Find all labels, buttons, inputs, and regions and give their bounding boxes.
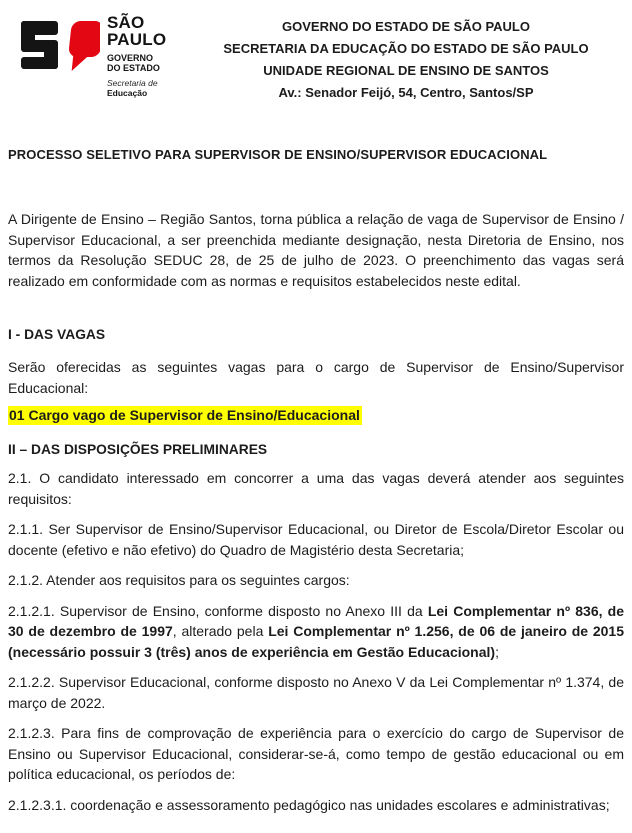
section-heading-disposicoes-preliminares: II – DAS DISPOSIÇÕES PRELIMINARES [8, 442, 268, 457]
highlighted-vacancy-line [8, 405, 624, 426]
text-run: , alterado pela [172, 623, 269, 639]
header-line-secretaria: SECRETARIA DA EDUCAÇÃO DO ESTADO DE SÃO PAULO [223, 41, 589, 56]
logo-text-do-estado: DO ESTADO [107, 63, 160, 73]
sp-logo-icon [20, 20, 100, 74]
paragraph-vagas-oferecidas: Serão oferecidas as seguintes vagas para o cargo de Supervisor de Ensino/Supervisor Educacional: [8, 359, 624, 396]
header-line-governo: GOVERNO DO ESTADO DE SÃO PAULO [282, 19, 530, 34]
sao-paulo-government-logo [8, 14, 188, 98]
header-line-endereco: Av.: Senador Feijó, 54, Centro, Santos/SP [278, 85, 534, 100]
bold-law-1256: Lei Complementar nº 1.256, de 06 de janeiro de 2015 (necessário possuir 3 (três) anos de experiência em Gestão Educacional) [8, 623, 624, 660]
document-title: PROCESSO SELETIVO PARA SUPERVISOR DE ENSINO/SUPERVISOR EDUCACIONAL [8, 147, 548, 162]
bold-law-836: Lei Complementar nº 836, de 30 de dezembro de 1997 [8, 602, 625, 639]
paragraph-2-1-2: 2.1.2. Atender aos requisitos para os seguintes cargos: [8, 572, 350, 588]
section-heading-das-vagas: I - DAS VAGAS [8, 327, 106, 342]
intro-paragraph: A Dirigente de Ensino – Região Santos, torna pública a relação de vaga de Supervisor de Ensino / Supervisor Educacional, a ser preenchida mediante designação, nesta Diretoria de Ensino, nos termos da Resolução SEDUC 28, de 25 de julho de 2023. O preenchimento das vagas será realizado em conformidade com as normas e requisitos estabelecidos neste edital. [8, 211, 624, 289]
logo-text-secretaria: Secretaria de [107, 78, 158, 88]
paragraph-2-1-1: 2.1.1. Ser Supervisor de Ensino/Supervisor Educacional, ou Diretor de Escola/Diretor Escolar ou docente (efetivo e não efetivo) do Quadro de Magistério desta Secretaria; [8, 521, 624, 558]
highlight-text: 01 Cargo vago de Supervisor de Ensino/Educacional [9, 407, 360, 423]
logo-text-paulo: PAULO [107, 30, 167, 49]
document-header [8, 14, 624, 104]
logo-text-sao: SÃO [107, 13, 145, 32]
text-run: ; [495, 643, 499, 660]
paragraph-2-1-2-3-1: 2.1.2.3.1. coordenação e assessoramento pedagógico nas unidades escolares e administrativas; [8, 796, 610, 813]
logo-wordmark [107, 14, 166, 98]
logo-text-governo: GOVERNO [107, 53, 154, 63]
logo-text-educacao: Educação [107, 87, 148, 98]
paragraph-2-1-2-1 [8, 601, 624, 663]
paragraph-2-1-2-3: 2.1.2.3. Para fins de comprovação de experiência para o exercício do cargo de Supervisor de Ensino ou Supervisor Educacional, considerar-se-á, como tempo de gestão educacional ou em política educacional, os períodos de: [8, 725, 624, 782]
paragraph-2-1: 2.1. O candidato interessado em concorrer a uma das vagas deverá atender aos seguintes requisitos: [8, 470, 624, 507]
header-line-unidade: UNIDADE REGIONAL DE ENSINO DE SANTOS [263, 63, 549, 78]
text-run: 2.1.2.1. Supervisor de Ensino, conforme disposto no Anexo III da [8, 602, 428, 619]
header-org-block [188, 14, 624, 104]
paragraph-2-1-2-2: 2.1.2.2. Supervisor Educacional, conforme disposto no Anexo V da Lei Complementar nº 1.374, de março de 2022. [8, 674, 624, 711]
